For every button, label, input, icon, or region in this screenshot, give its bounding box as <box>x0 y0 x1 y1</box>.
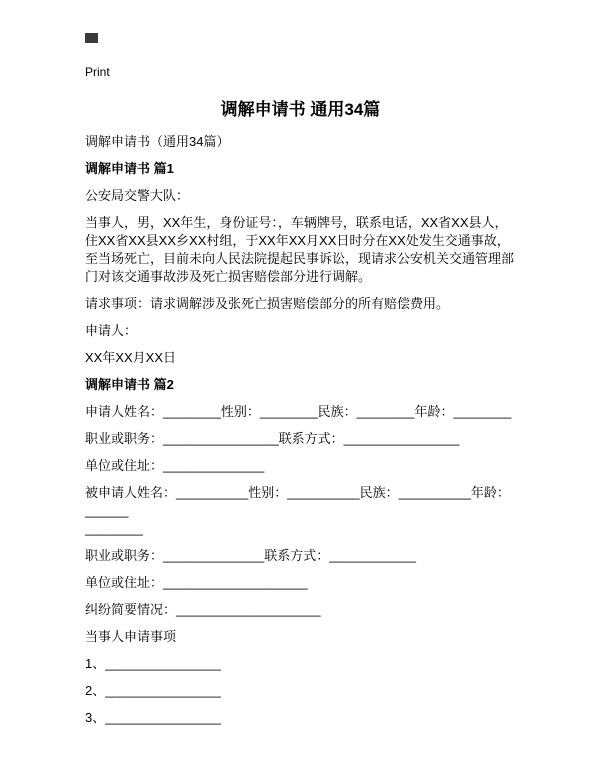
form-line-respondent-name-continued: ________ <box>85 521 143 536</box>
section1-date-line: XX年XX月XX日 <box>85 350 177 365</box>
section1-heading: 调解申请书 篇1 <box>85 161 174 176</box>
form-line-applicant-address: 单位或住址：______________ <box>85 458 265 473</box>
document-title: 调解申请书 通用34篇 <box>220 100 381 119</box>
form-line-item-1: 1、________________ <box>85 656 221 671</box>
section1-salutation: 公安局交警大队： <box>85 188 190 203</box>
form-line-dispute-summary: 纠纷简要情况：____________________ <box>85 602 321 617</box>
form-line-respondent-name: 被申请人姓名：__________性别：__________民族：__________年龄：______ <box>85 485 510 518</box>
form-line-item-2: 2、________________ <box>85 683 221 698</box>
form-line-respondent-address: 单位或住址：____________________ <box>85 575 308 590</box>
section1-body-paragraph: 当事人，男，XX年生，身份证号：，车辆牌号，联系电话，XX省XX县人，住XX省XX县XX乡XX村组，于XX年XX月XX日时分在XX处发生交通事故，至当场死亡，目前未向人民法院提起民事诉讼，现请求公安机关交通管理部门对该交通事故涉及死亡损害赔偿部分进行调解。 <box>85 215 515 284</box>
form-line-item-3: 3、________________ <box>85 710 221 725</box>
section2-heading: 调解申请书 篇2 <box>85 377 174 392</box>
document-subtitle: 调解申请书（通用34篇） <box>85 134 230 149</box>
section1-applicant-line: 申请人： <box>85 323 138 338</box>
print-link[interactable]: Print <box>85 65 110 79</box>
form-line-respondent-occupation: 职业或职务：______________联系方式：____________ <box>85 548 416 563</box>
section1-request-line: 请求事项：请求调解涉及张死亡损害赔偿部分的所有赔偿费用。 <box>85 296 450 311</box>
form-line-request-items-label: 当事人申请事项 <box>85 629 177 644</box>
form-line-applicant-occupation: 职业或职务：________________联系方式：________________ <box>85 431 460 446</box>
form-line-applicant-name: 申请人姓名：________性别：________民族：________年龄：________ <box>85 404 512 419</box>
document-content <box>85 0 516 727</box>
